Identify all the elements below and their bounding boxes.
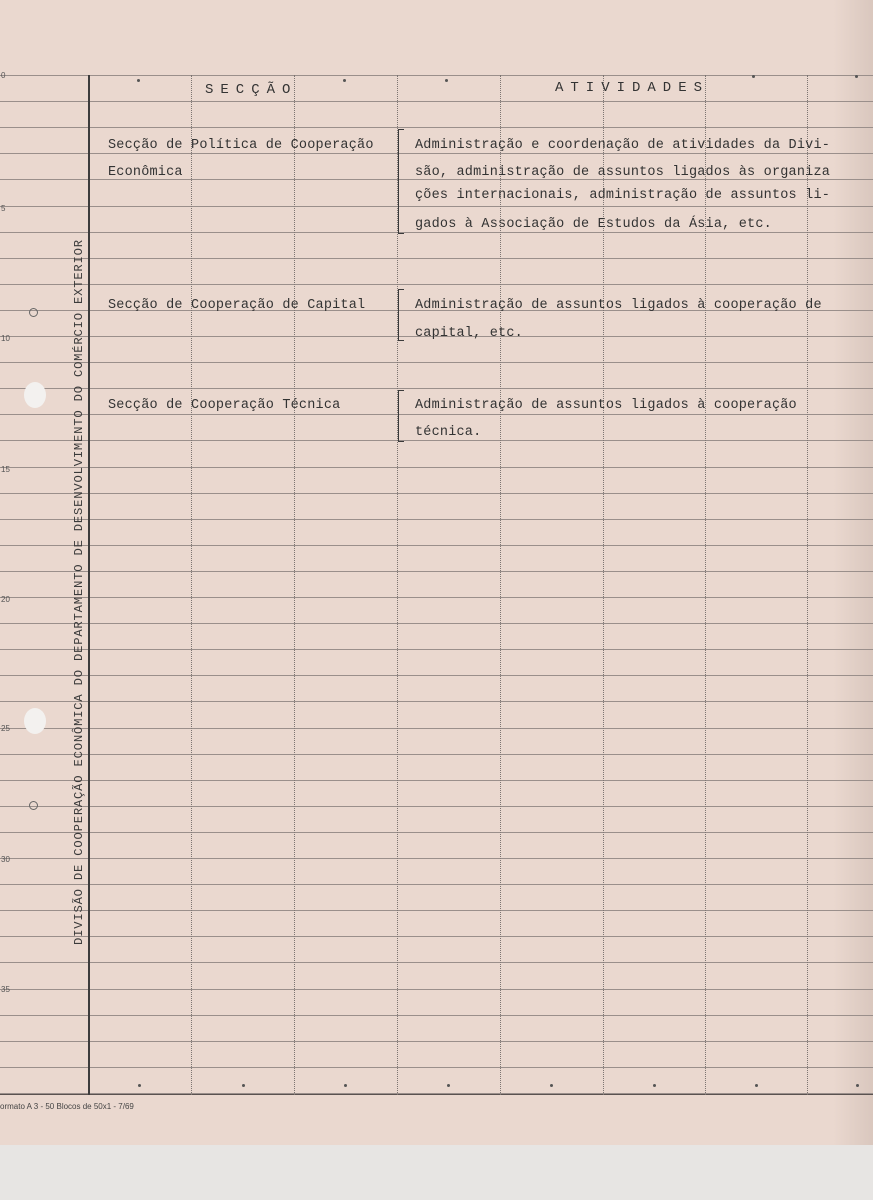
column-dot bbox=[447, 1084, 450, 1087]
activity-line: Administração de assuntos ligados à cooperação de bbox=[415, 298, 822, 313]
row-number: 15 bbox=[1, 465, 10, 474]
row-number: 35 bbox=[1, 985, 10, 994]
section-name-line: Secção de Cooperação Técnica bbox=[108, 398, 341, 413]
ruled-line bbox=[0, 258, 873, 259]
ruled-line bbox=[0, 75, 873, 76]
ruled-line bbox=[0, 414, 873, 415]
ruled-line bbox=[0, 284, 873, 285]
ruled-line bbox=[0, 780, 873, 781]
column-guide bbox=[294, 75, 295, 1095]
activity-line: Administração e coordenação de atividades da Divi- bbox=[415, 138, 831, 153]
ruled-line bbox=[0, 1067, 873, 1068]
ruled-line bbox=[0, 101, 873, 102]
activity-line: capital, etc. bbox=[415, 326, 523, 341]
activity-line: Administração de assuntos ligados à cooperação bbox=[415, 398, 797, 413]
ruled-line bbox=[0, 206, 873, 207]
ruled-line bbox=[0, 362, 873, 363]
column-dot bbox=[752, 75, 755, 78]
ruled-line bbox=[0, 858, 873, 859]
column-dot bbox=[855, 75, 858, 78]
ruled-line bbox=[0, 675, 873, 676]
activity-bracket bbox=[398, 289, 404, 341]
ruled-line bbox=[0, 623, 873, 624]
ruled-line bbox=[0, 884, 873, 885]
column-header-seccao: SECÇÃO bbox=[205, 82, 298, 98]
binder-ring-mark bbox=[29, 801, 38, 810]
binder-hole bbox=[24, 708, 46, 734]
activity-line: gados à Associação de Estudos da Ásia, etc. bbox=[415, 217, 772, 232]
ruled-line bbox=[0, 493, 873, 494]
column-dot bbox=[343, 79, 346, 82]
activity-line: são, administração de assuntos ligados às organiza bbox=[415, 165, 831, 180]
section-name-line: Econômica bbox=[108, 165, 183, 180]
ruled-line bbox=[0, 571, 873, 572]
ruled-line bbox=[0, 649, 873, 650]
column-dot bbox=[755, 1084, 758, 1087]
ruled-line bbox=[0, 806, 873, 807]
ruled-line bbox=[0, 1094, 873, 1095]
ruled-line bbox=[0, 832, 873, 833]
left-margin-rule bbox=[88, 75, 90, 1095]
ruled-line bbox=[0, 467, 873, 468]
ruled-line bbox=[0, 754, 873, 755]
column-dot bbox=[653, 1084, 656, 1087]
ruled-line bbox=[0, 989, 873, 990]
ruled-line bbox=[0, 936, 873, 937]
column-guide bbox=[191, 75, 192, 1095]
ruled-line bbox=[0, 962, 873, 963]
ruled-line bbox=[0, 440, 873, 441]
column-dot bbox=[856, 1084, 859, 1087]
form-footer: ormato A 3 - 50 Blocos de 50x1 - 7/69 bbox=[0, 1102, 134, 1111]
row-number: 30 bbox=[1, 855, 10, 864]
activity-line: ções internacionais, administração de assuntos li- bbox=[415, 188, 831, 203]
column-dot bbox=[242, 1084, 245, 1087]
sheet-edge-shadow bbox=[833, 0, 873, 1145]
row-number: 5 bbox=[1, 204, 6, 213]
division-title: DIVISÃO DE COOPERAÇÃO ECONÔMICA DO DEPARTAMENTO DE DESENVOLVIMENTO DO COMÉRCIO EXTERIOR bbox=[72, 239, 86, 945]
ruled-line bbox=[0, 388, 873, 389]
row-number: 10 bbox=[1, 334, 10, 343]
column-dot bbox=[445, 79, 448, 82]
row-number: 0 bbox=[1, 71, 6, 80]
column-dot bbox=[344, 1084, 347, 1087]
ruled-line bbox=[0, 153, 873, 154]
ruled-line bbox=[0, 701, 873, 702]
ruled-line bbox=[0, 728, 873, 729]
ruled-line bbox=[0, 127, 873, 128]
row-number: 20 bbox=[1, 595, 10, 604]
section-name-line: Secção de Cooperação de Capital bbox=[108, 298, 366, 313]
column-guide bbox=[807, 75, 808, 1095]
ruled-line bbox=[0, 519, 873, 520]
binder-ring-mark bbox=[29, 308, 38, 317]
column-dot bbox=[138, 1084, 141, 1087]
ruled-line bbox=[0, 910, 873, 911]
activity-bracket bbox=[398, 129, 404, 234]
binder-hole bbox=[24, 382, 46, 408]
scan-background bbox=[0, 1145, 873, 1200]
column-header-atividades: ATIVIDADES bbox=[555, 80, 710, 96]
ruled-line bbox=[0, 597, 873, 598]
column-dot bbox=[137, 79, 140, 82]
activity-bracket bbox=[398, 390, 404, 442]
column-dot bbox=[550, 1084, 553, 1087]
row-number: 25 bbox=[1, 724, 10, 733]
ruled-line bbox=[0, 232, 873, 233]
ruled-line bbox=[0, 1015, 873, 1016]
ruled-line bbox=[0, 1041, 873, 1042]
ruled-line bbox=[0, 545, 873, 546]
activity-line: técnica. bbox=[415, 425, 482, 440]
section-name-line: Secção de Política de Cooperação bbox=[108, 138, 374, 153]
